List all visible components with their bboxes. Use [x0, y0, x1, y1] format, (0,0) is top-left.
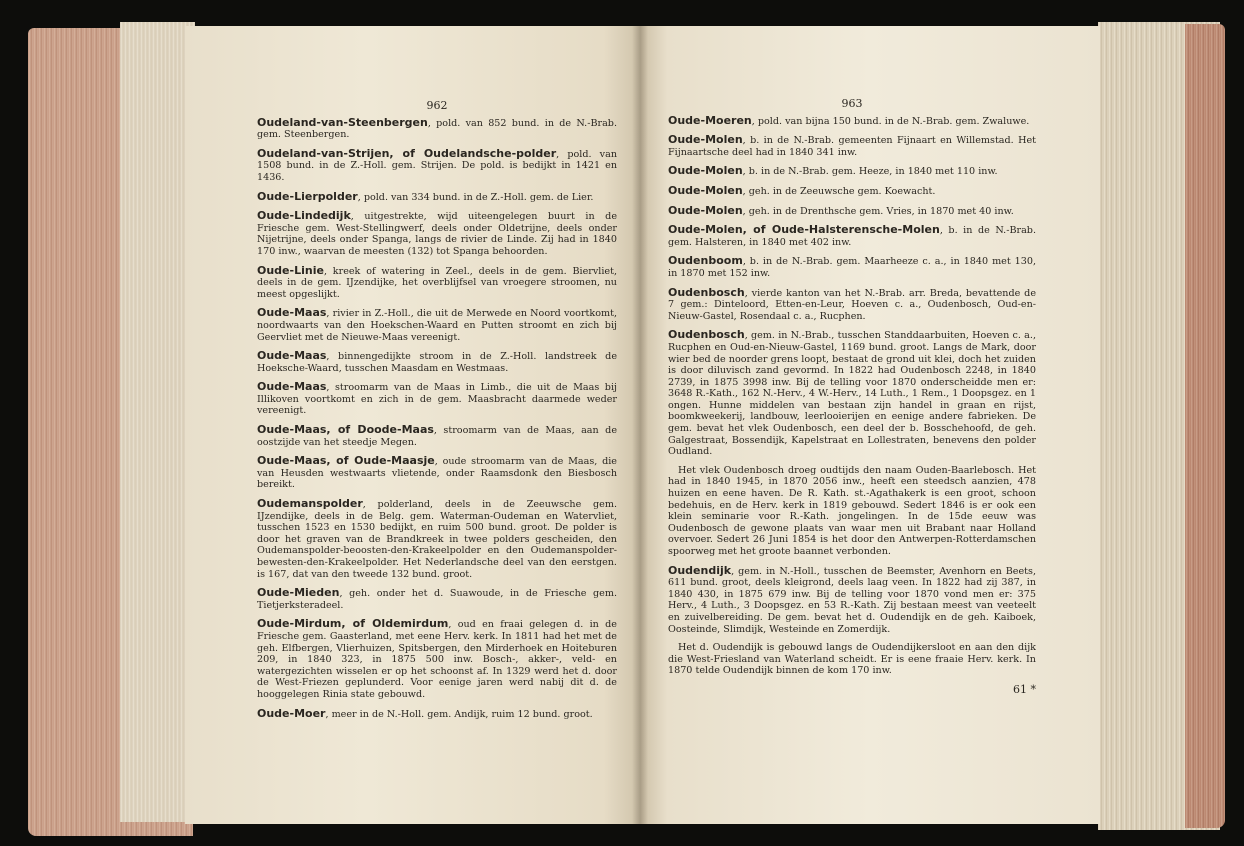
entry-text: , stroomarm van de Maas in Limb., die uit de Maas bij Illikoven voortkomt en zich in de gem. Maasbracht daarmede weder vereenigt. [257, 382, 617, 417]
page-stack-left [120, 22, 195, 822]
dictionary-entry [257, 424, 617, 448]
entry-term: Oude-Molen [668, 133, 743, 147]
entry-text: , rivier in Z.-Holl., die uit de Merwede en Noord voortkomt, noordwaarts van den Hoekschen-Waard en Putten stroomt en zich bij Geervliet met de Nieuwe-Maas vereenigt. [257, 308, 617, 343]
entry-text: Het vlek Oudenbosch droeg oudtijds den naam Ouden-Baarlebosch. Het had in 1840 1945, in 1870 2056 inw., heeft een steedsch aanzien, 478 huizen en eene haven. De R. Kath. st.-Agathakerk is een groot, schoon bedehuis, en de Herv. kerk in 1819 gebouwd. Sedert 1846 is er ook een klein seminarie voor R.-Kath. jongelingen. In de 15de eeuw was Oudenbosch de gewone plaats van waar men uit Brabant naar Holland overvoer. Sedert 26 Juni 1854 is het door den Antwerpen-Rotterdamschen spoorweg met het groote baannet verbonden. [668, 464, 1036, 557]
entry-text: , geh. in de Zeeuwsche gem. Koewacht. [742, 185, 936, 197]
entry-text: , oud en fraai gelegen d. in de Friesche gem. Gaasterland, met eene Herv. kerk. In 1811 had het met de geh. Elfbergen, Vlierhuizen, Spitsbergen, den Mirderhoek en Hoiteburen 209, in 1840 323, in 1875 500 inw. Bosch-, akker-, veld- en watergezichten wisselen er op het schoonst af. In 1329 werd het d. door de West-Friezen geplunderd. Voor eenige jaren werd nabij dit d. de hooggelegen Rinia state gebouwd. [257, 619, 617, 700]
entry-term: Oude-Molen [668, 203, 743, 217]
entry-term: Oudenboom [668, 254, 743, 268]
entry-term: Oudeland-van-Strijen, of Oudelandsche-polder [257, 146, 557, 160]
entry-text: , pold. van 1508 bund. in de Z.-Holl. gem. Strijen. De pold. is bedijkt in 1421 en 1436. [257, 148, 617, 183]
entry-term: Oude-Molen, of Oude-Halsterensche-Molen [668, 223, 940, 237]
right-entries [668, 115, 1036, 677]
entry-term: Oude-Maas, of Oude-Maasje [257, 454, 435, 468]
entry-term: Oudenbosch [668, 285, 745, 299]
dictionary-entry [257, 455, 617, 491]
entry-text: , b. in de N.-Brab. gem. Maarheeze c. a., in 1840 met 130, in 1870 met 152 inw. [668, 256, 1036, 279]
dictionary-entry [257, 498, 617, 580]
page-number-right: 963 [841, 97, 863, 110]
entry-text: , b. in de N.-Brab. gemeenten Fijnaart en Willemstad. Het Fijnaartsche deel had in 1840 341 inw. [668, 135, 1036, 158]
dictionary-entry [257, 265, 617, 301]
dictionary-entry [257, 381, 617, 417]
entry-term: Oude-Linie [257, 263, 324, 277]
entry-term: Oude-Mieden [257, 586, 340, 600]
entry-term: Oude-Molen [668, 164, 743, 178]
entry-text: , uitgestrekte, wijd uiteengelegen buurt in de Friesche gem. West-Stellingwerf, deels onder Oldetrijne, deels onder Nijetrijne, deels onder Spanga, langs de rivier de Linde. Zij had in 1840 170 inw., waarvan de meesten (132) tot Spanga behoorden. [257, 211, 617, 257]
dictionary-entry [257, 117, 617, 141]
entry-term: Oude-Molen [668, 183, 743, 197]
entry-text: , pold. van bijna 150 bund. in de N.-Brab. gem. Zwaluwe. [751, 115, 1030, 127]
dictionary-entry [668, 565, 1036, 636]
entry-text: , geh. in de Drenthsche gem. Vries, in 1870 met 40 inw. [742, 205, 1014, 217]
entry-term: Oude-Lindedijk [257, 209, 351, 223]
dictionary-entry [257, 307, 617, 343]
dictionary-entry [257, 148, 617, 184]
page-number-left: 962 [426, 99, 448, 112]
entry-term: Oude-Lierpolder [257, 189, 358, 203]
entry-term: Oude-Maas [257, 306, 327, 320]
dictionary-entry [257, 210, 617, 257]
dictionary-entry [668, 185, 1036, 198]
entry-term: Oude-Maas, of Doode-Maas [257, 423, 434, 437]
dictionary-entry [668, 165, 1036, 178]
entry-text: Het d. Oudendijk is gebouwd langs de Oudendijkersloot en aan den dijk die West-Friesland van Waterland scheidt. Er is eene fraaie Herv. kerk. In 1870 telde Oudendijk binnen de kom 170 inw. [668, 642, 1036, 677]
dictionary-entry [257, 618, 617, 700]
entry-text: , binnengedijkte stroom in de Z.-Holl. landstreek de Hoeksche-Waard, tusschen Maasdam en Westmaas. [257, 351, 617, 374]
dictionary-entry [668, 134, 1036, 158]
dictionary-entry [668, 115, 1036, 128]
dictionary-entry [257, 191, 617, 204]
entry-text: , gem. in N.-Holl., tusschen de Beemster, Avenhorn en Beets, 611 bund. groot, deels kleigrond, deels laag veen. In 1822 had zij 387, in 1840 430, in 1875 679 inw. Bij de telling voor 1870 vond men er: 375 Herv., 4 Luth., 3 Doopsgez. en 53 R.-Kath. Zij bestaan meest van veeteelt en zuivelbereiding. De gem. bevat het d. Oudendijk en de geh. Kaiboek, Oosteinde, Slimdijk, Westeinde en Zomerdijk. [668, 565, 1036, 635]
entry-term: Oudenbosch [668, 328, 745, 342]
entry-text: , oude stroomarm van de Maas, die van Heusden westwaarts vlietende, onder Raamsdonk den Biesbosch bereikt. [257, 456, 617, 491]
entry-text: , b. in de N.-Brab. gem. Heeze, in 1840 met 110 inw. [742, 166, 998, 178]
entry-term: Oudendijk [668, 563, 732, 577]
entry-term: Oude-Moeren [668, 113, 752, 127]
entry-term: Oude-Mirdum, of Oldemirdum [257, 617, 449, 631]
left-entries [257, 117, 617, 721]
dictionary-entry [668, 465, 1036, 558]
entry-term: Oude-Maas [257, 380, 327, 394]
entry-text: , pold. van 852 bund. in de N.-Brab. gem. Steenbergen. [257, 117, 617, 141]
entry-text: , stroomarm van de Maas, aan de oostzijde van het steedje Megen. [257, 425, 617, 448]
entry-text: , meer in de N.-Holl. gem. Andijk, ruim 12 bund. groot. [325, 708, 593, 720]
right-page-text [668, 98, 1036, 696]
dictionary-entry [257, 587, 617, 611]
entry-term: Oude-Maas [257, 349, 327, 363]
entry-text: , pold. van 334 bund. in de Z.-Holl. gem. de Lier. [357, 191, 594, 203]
entry-text: , kreek of watering in Zeel., deels in de gem. Biervliet, deels in de gem. IJzendijke, het overblijfsel van vroegere stroomen, nu meest opgeslijkt. [257, 265, 617, 300]
entry-text: , b. in de N.-Brab. gem. Halsteren, in 1840 met 402 inw. [668, 225, 1036, 248]
dictionary-entry [668, 329, 1036, 458]
left-page-text [257, 100, 617, 727]
dictionary-entry [668, 287, 1036, 323]
entry-text: , vierde kanton van het N.-Brab. arr. Breda, bevattende de 7 gem.: Dinteloord, Etten-en-Leur, Hoeven c. a., Oudenbosch, Oud-en-Nieuw-Gastel, Rosendaal c. a., Rucphen. [668, 287, 1036, 322]
entry-term: Oudeland-van-Steenbergen [257, 115, 428, 129]
entry-term: Oude-Moer [257, 706, 326, 720]
entry-term: Oudemanspolder [257, 497, 363, 511]
dictionary-entry [257, 350, 617, 374]
printer-signature: 61 * [1013, 682, 1036, 696]
dictionary-entry [668, 642, 1036, 677]
dictionary-entry [668, 224, 1036, 248]
book-edge-right [1185, 24, 1225, 828]
entry-text: , gem. in N.-Brab., tusschen Standdaarbuiten, Hoeven c. a., Rucphen en Oud-en-Nieuw-Gastel, 1169 bund. groot. Langs de Mark, door wier bed de noorder grens loopt, bestaat de grond uit klei, doch het zuiden is door diluvisch zand gevormd. In 1822 had Oudenbosch 2248, in 1840 2739, in 1875 3998 inw. Bij de telling voor 1870 onderscheidde men er: 3648 R.-Kath., 162 N.-Herv., 4 W.-Herv., 14 Luth., 1 Rem., 1 Doopsgez. en 1 ongen. Hunne middelen van bestaan zijn handel in graan en rijst, boomkweekerij, landbouw, leerlooierijen en eenige andere fabrieken. De gem. bevat het vlek Oudenbosch, een deel der b. Bosschehoofd, de geh. Galgestraat, Bossendijk, Kapelstraat en Lollestraten, benevens den polder Oudland. [668, 330, 1036, 458]
entry-text: , polderland, deels in de Zeeuwsche gem. IJzendijke, deels in de Belg. gem. Waterman-Oudeman en Watervliet, tusschen 1523 en 1530 bedijkt, en ruim 500 bund. groot. De polder is door het graven van de Brandkreek in twee polders gescheiden, den Oudemanspolder-beoosten-den-Krakeelpolder en den Oudemanspolder-bewesten-den-Krakeelpolder. Het Nederlandsche deel van den eerstgen. is 167, dat van den tweede 132 bund. groot. [257, 499, 617, 580]
entry-text: , geh. onder het d. Suawoude, in de Friesche gem. Tietjerksteradeel. [257, 588, 617, 611]
book-gutter [632, 26, 648, 824]
dictionary-entry [257, 708, 617, 721]
dictionary-entry [668, 205, 1036, 218]
dictionary-entry [668, 255, 1036, 279]
